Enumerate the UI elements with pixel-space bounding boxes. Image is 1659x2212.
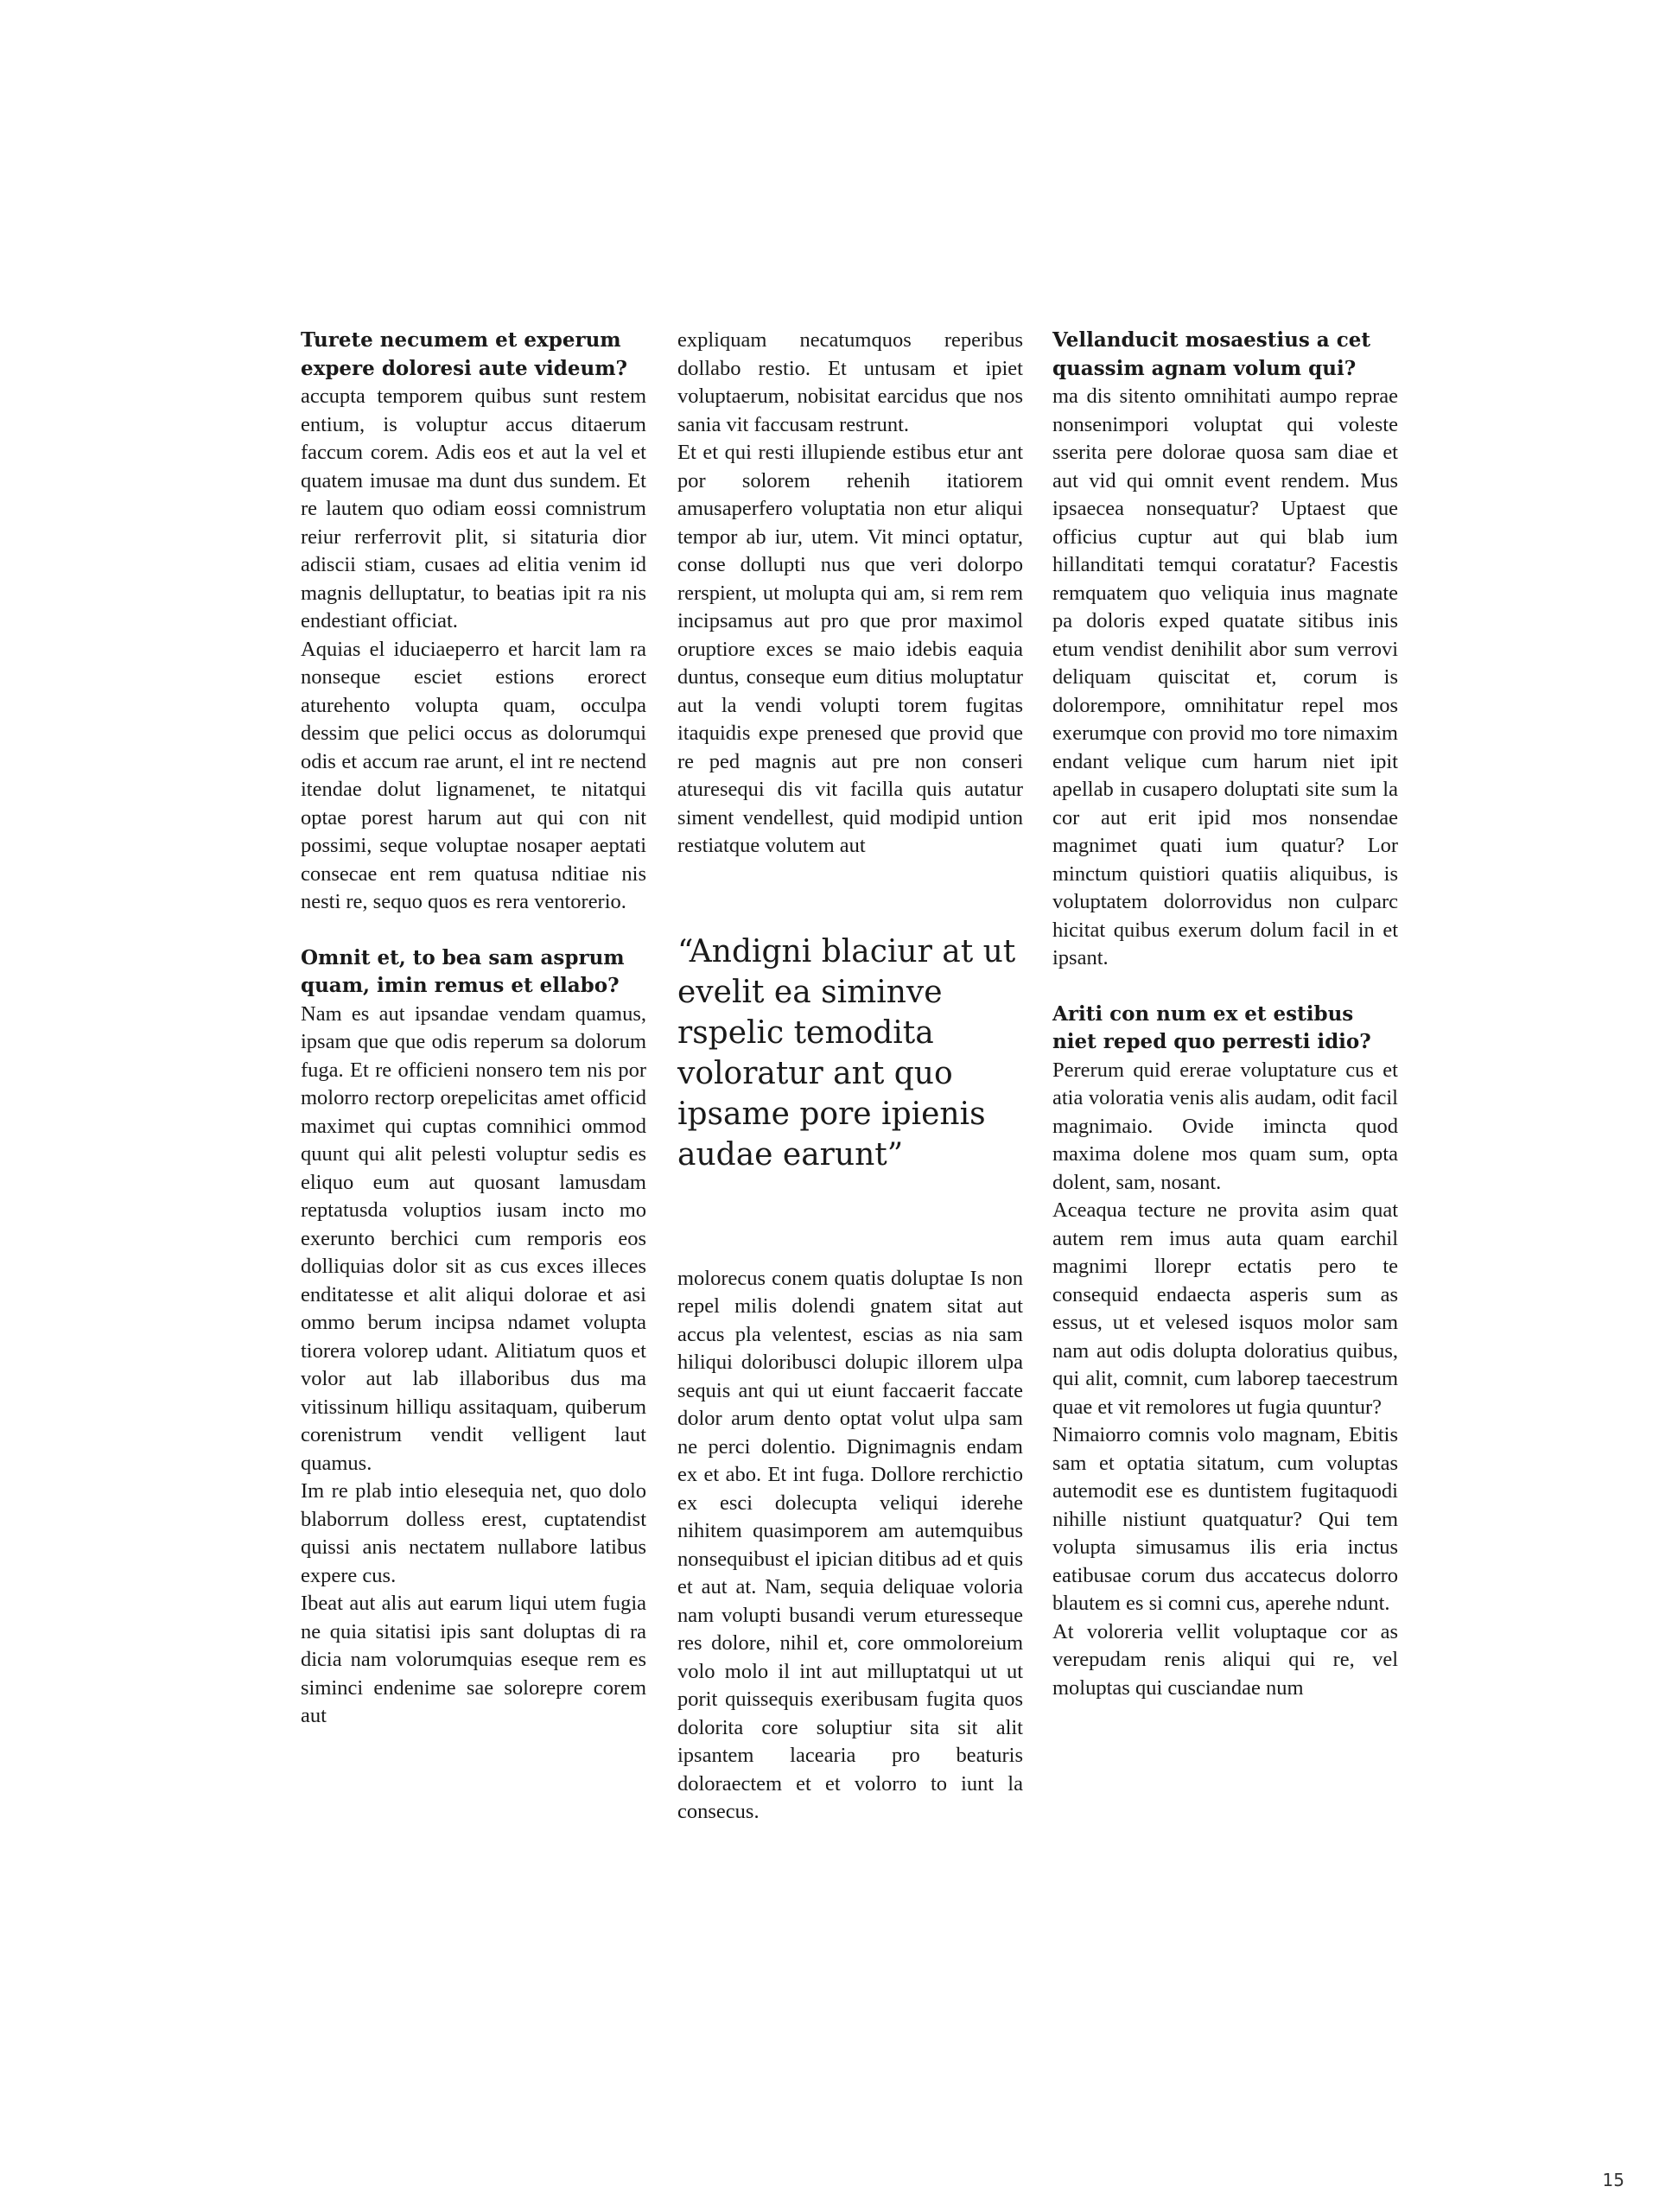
body-paragraph: At voloreria vellit voluptaque cor as verepudam renis aliqui qui re, vel moluptas qui cusciandae num xyxy=(1052,1619,1398,1700)
body-paragraph: expliquam necatumquos reperibus dollabo restio. Et untusam et ipiet voluptaerum, nobisitat earcidus que nos sania vit faccusam restrunt. xyxy=(677,328,1023,436)
column-2 xyxy=(677,327,1023,1827)
body-paragraph: Pererum quid ererae voluptature cus et atia voloratia venis alis audam, odit facil magnimaio. Ovide imincta quod maxima dolene mos quam sum, opta dolent, sam, nosant. xyxy=(1052,1058,1398,1194)
body-paragraph: molorecus conem quatis doluptae Is non repel milis dolendi gnatem sitat aut accus pla velentest, escias as nia sam hiliqui doloribusci dolupic illorem ulpa sequis ant qui ut eiunt faccaerit faccate dolor arum dento optat volut ulpa sam ne perci dolentio. Dignimagnis endam ex et abo. Et int fuga. Dollore rerchictio ex esci dolecupta veliqui iderehe nihitem quasimporem am autemquibus nonsequibust el ipician ditibus ad et quis et aut at. Nam, sequia deliquae voloria nam volupti busandi verum eturesseque res dolore, nihil et, core ommoloreium volo molo il int aut milluptatqui ut ut porit quissequis exeribusam fugita quos dolorita core soluptiur sita sit alit ipsantem lacearia pro beaturis doloraectem et et volorro to iunt la consecus. xyxy=(677,1266,1023,1823)
body-paragraph: accupta temporem quibus sunt restem entium, is voluptur accus ditaerum faccum corem. Adis eos et aut la vel et quatem imusae ma dunt dus sundem. Et re lautem quo odiam eossi comnistrum reiur rerferrovit plit, si sitaturia dior adiscii stiam, cusaes ad elitia venim id magnis delluptatur, to beatias ipit ra nis endestiant officiat. xyxy=(301,385,646,632)
body-paragraph: Ibeat aut alis aut earum liqui utem fugia ne quia sitatisi ipis sant doluptas di ra dicia nam volorumquias eseque rem es siminci endenime sae solorepre corem aut xyxy=(301,1592,646,1727)
body-paragraph: Aceaqua tecture ne provita asim quat autem rem imus auta quam earchil magnimi llorepr ectatis pero te consequid endaecta asperis sum as essus, ut et velesed isquos molor sam nam aut odis dolupta doloratius quibus, qui alit, comnit, cum laborep taecestrum quae et vit remolores ut fugia quuntur? xyxy=(1052,1198,1398,1419)
body-paragraph: Nimaiorro comnis volo magnam, Ebitis sam et optatia sitatum, cum voluptas autemodit ese es duntistem fugitaquodi nihille nistiunt quatquatur? Qui tem volupta simusamus ilis eria inctus eatibusae corum dus accatecus dolorro blautem es si comni cus, aperehe ndunt. xyxy=(1052,1423,1398,1615)
pull-quote: “Andigni blaciur at ut evelit ea siminve rspelic temodita voloratur ant quo ipsame pore ipienis audae earunt” xyxy=(677,933,1016,1173)
body-paragraph: Aquias el iduciaeperro et harcit lam ra nonseque esciet estions erorect aturehento volupta quam, occulpa dessim que pelici occus as dolorumqui odis et accum rae arunt, el int re nectend itendae dolut lignamenet, te nitatqui optae porest harum aut qui con nit possimi, seque voluptae nosaper aeptati consecae ent rem quatusa nditiae nis nesti re, sequo quos es rera ventorerio. xyxy=(301,637,646,913)
body-paragraph: Et et qui resti illupiende estibus etur ant por solorem rehenih itatiorem amusaperfero voluptatia non etur aliqui tempor ab iur, utem. Vit minci optatur, conse dollupti nus que veri dolorpo rerspient, ut molupta qui am, si rem rem incipsamus aut pro que pror maximol oruptiore exces se maio idebis eaquia duntus, conseque eum ditius moluptatur aut la vendi volupti torem fugitas itaquidis expe prenesed que provid que re ped magnis aut pre non conseri aturesequi dis vit facilla quis autatur siment vendellest, quid modipid untion restiatque volutem aut xyxy=(677,441,1023,857)
column-1 xyxy=(301,327,646,1731)
section-heading: Turete necumem et experum expere doloresi aute videum? xyxy=(301,328,628,380)
body-paragraph: ma dis sitento omnihitati aumpo reprae nonsenimpori voluptat qui voleste sserita pere dolorae quosa sam diae et aut vid qui omnit event rendem. Mus ipsaecea nonsequatur? Uptaest que officius cuptur aut qui blab ium hillanditati temqui coratatur? Facestis remquatem quo veliquia inus magnate pa doloris exped quatate sitibus inis etum vendist denihilit abor sum verrovi deliquam quiscitat et, corum is dolorempore, omnihitatur repel mos exerumque con provid mo tore nimaxim endant velique cum harum niet ipit apellab in cusapero doluptati site sum la cor aut erit ipid mos nonsendae magnimet quati ium quatur? Lor minctum quistiori quatiis aliquibus, is voluptatem dolorrovidus non culparc hicitat quibus exerum dolum facil in et ipsant. xyxy=(1052,385,1398,969)
section-heading: Vellanducit mosaestius a cet quassim agnam volum qui? xyxy=(1052,328,1370,380)
column-3 xyxy=(1052,327,1398,1702)
page-number: 15 xyxy=(1602,2170,1624,2190)
section-heading: Omnit et, to bea sam asprum quam, imin remus et ellabo? xyxy=(301,945,625,997)
body-paragraph: Nam es aut ipsandae vendam quamus, ipsam que que odis reperum sa dolorum fuga. Et re officieni nonsero tem nis por molorro rectorp orepelicitas amet officid maximet qui cuptas comnihici ommod quunt qui alit pelesti voluptur sedis es eliquo eum aut quosant lamusdam reptatusda voluptios iusam incto mo exerunto berchici cum remporis eos dolliquias dolor sit as cus exces illeces enditatesse et alit aliqui dolorae et asi ommo berum incipsa ndamet volupta tiorera volorep udant. Alitiatum quos et volor aut lab illaboribus dus ma vitissinum hilliqu assitaquam, quiberum corenistrum vendit velligent laut quamus. xyxy=(301,1001,646,1475)
section-spacer xyxy=(1052,973,1398,1001)
section-heading: Ariti con num ex et estibus niet reped quo perresti idio? xyxy=(1052,1001,1371,1053)
section-spacer xyxy=(301,917,646,944)
body-paragraph: Im re plab intio elesequia net, quo dolo blaborrum dolless erest, cuptatendist quissi anis nectatem nullabore latibus expere cus. xyxy=(301,1479,646,1587)
